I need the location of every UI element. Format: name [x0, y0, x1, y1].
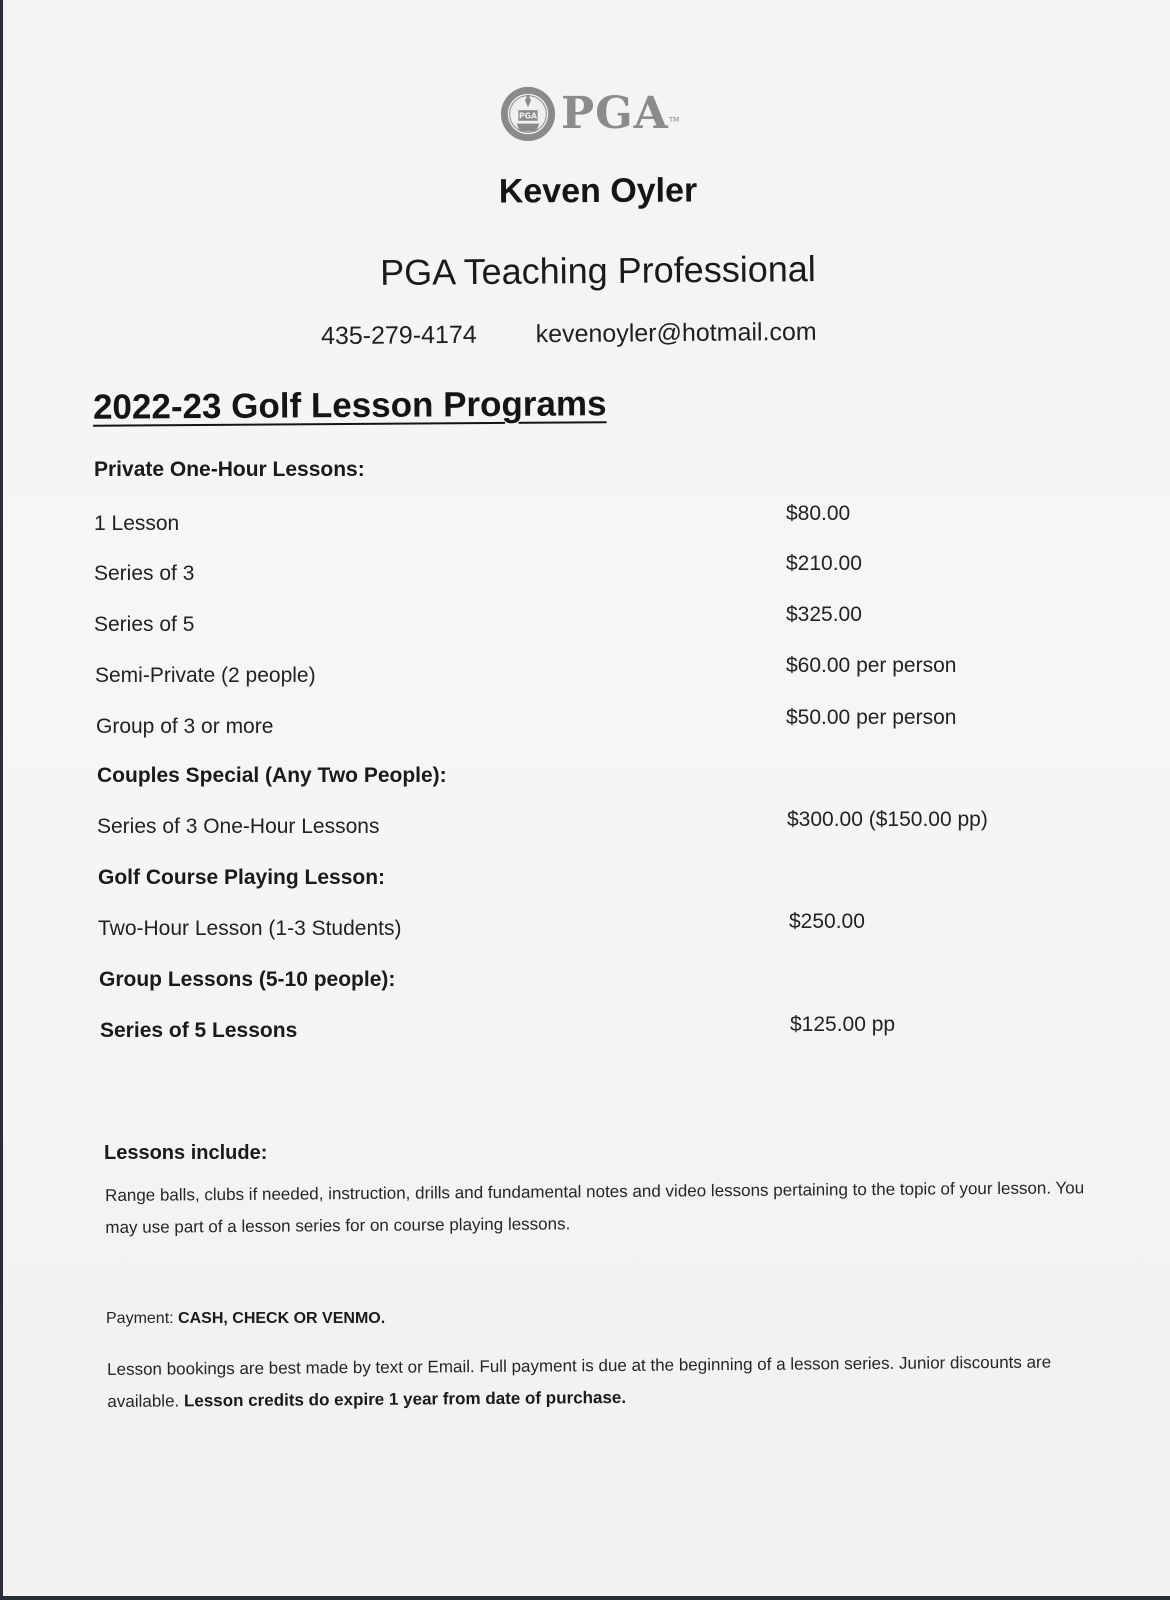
- svg-text:PGA: PGA: [519, 111, 537, 121]
- lesson-label: Semi-Private (2 people): [95, 664, 316, 687]
- email-address: kevenoyler@hotmail.com: [535, 317, 817, 349]
- lesson-label: Group of 3 or more: [96, 715, 274, 738]
- payment-methods: CASH, CHECK OR VENMO.: [178, 1310, 386, 1327]
- credit-expiry-note: Lesson credits do expire 1 year from date of purchase.: [183, 1387, 627, 1411]
- phone-number: 435-279-4174: [320, 320, 477, 351]
- lesson-label: Series of 3 One-Hour Lessons: [97, 815, 380, 838]
- section-title-group: Group Lessons (5-10 people):: [99, 968, 396, 991]
- lesson-price: $250.00: [789, 910, 865, 933]
- lesson-label: Series of 5 Lessons: [100, 1019, 298, 1042]
- lesson-price: $210.00: [786, 552, 862, 575]
- lesson-label: Series of 5: [94, 613, 195, 636]
- lesson-price: $325.00: [786, 603, 862, 626]
- booking-note: [107, 1346, 1107, 1418]
- page-heading: 2022-23 Golf Lesson Programs: [92, 384, 607, 427]
- lesson-label: Series of 3: [94, 562, 195, 585]
- lesson-price: $80.00: [786, 502, 851, 525]
- section-title-couples: Couples Special (Any Two People):: [97, 764, 447, 787]
- instructor-title: PGA Teaching Professional: [380, 248, 816, 293]
- lesson-price: $300.00 ($150.00 pp): [787, 808, 988, 831]
- pga-seal-icon: [499, 85, 557, 143]
- contact-line: [321, 318, 817, 351]
- lesson-label: 1 Lesson: [94, 512, 180, 535]
- includes-title: Lessons include:: [104, 1142, 268, 1164]
- section-title-playing: Golf Course Playing Lesson:: [98, 866, 386, 889]
- payment-label: Payment:: [106, 1310, 174, 1327]
- pga-logo: [499, 84, 679, 144]
- section-title-private: Private One-Hour Lessons:: [94, 458, 365, 481]
- lesson-price: $50.00 per person: [786, 706, 957, 729]
- trademark-mark: TM: [668, 116, 680, 124]
- payment-line: [106, 1310, 385, 1328]
- lesson-price: $125.00 pp: [790, 1013, 896, 1036]
- booking-text: Lesson bookings are best made by text or Email. Full payment is due at the beginning of a lesson series. Junior discounts are available.: [107, 1352, 1052, 1411]
- lesson-price: $60.00 per person: [786, 654, 957, 677]
- lesson-label: Two-Hour Lesson (1-3 Students): [98, 917, 402, 940]
- includes-text: Range balls, clubs if needed, instruction, drills and fundamental notes and video lessons pertaining to the topic of your lesson. You may use part of a lesson series for on course playing lessons.: [105, 1178, 1085, 1237]
- instructor-name: Keven Oyler: [498, 171, 698, 211]
- pga-wordmark: PGA: [561, 88, 669, 139]
